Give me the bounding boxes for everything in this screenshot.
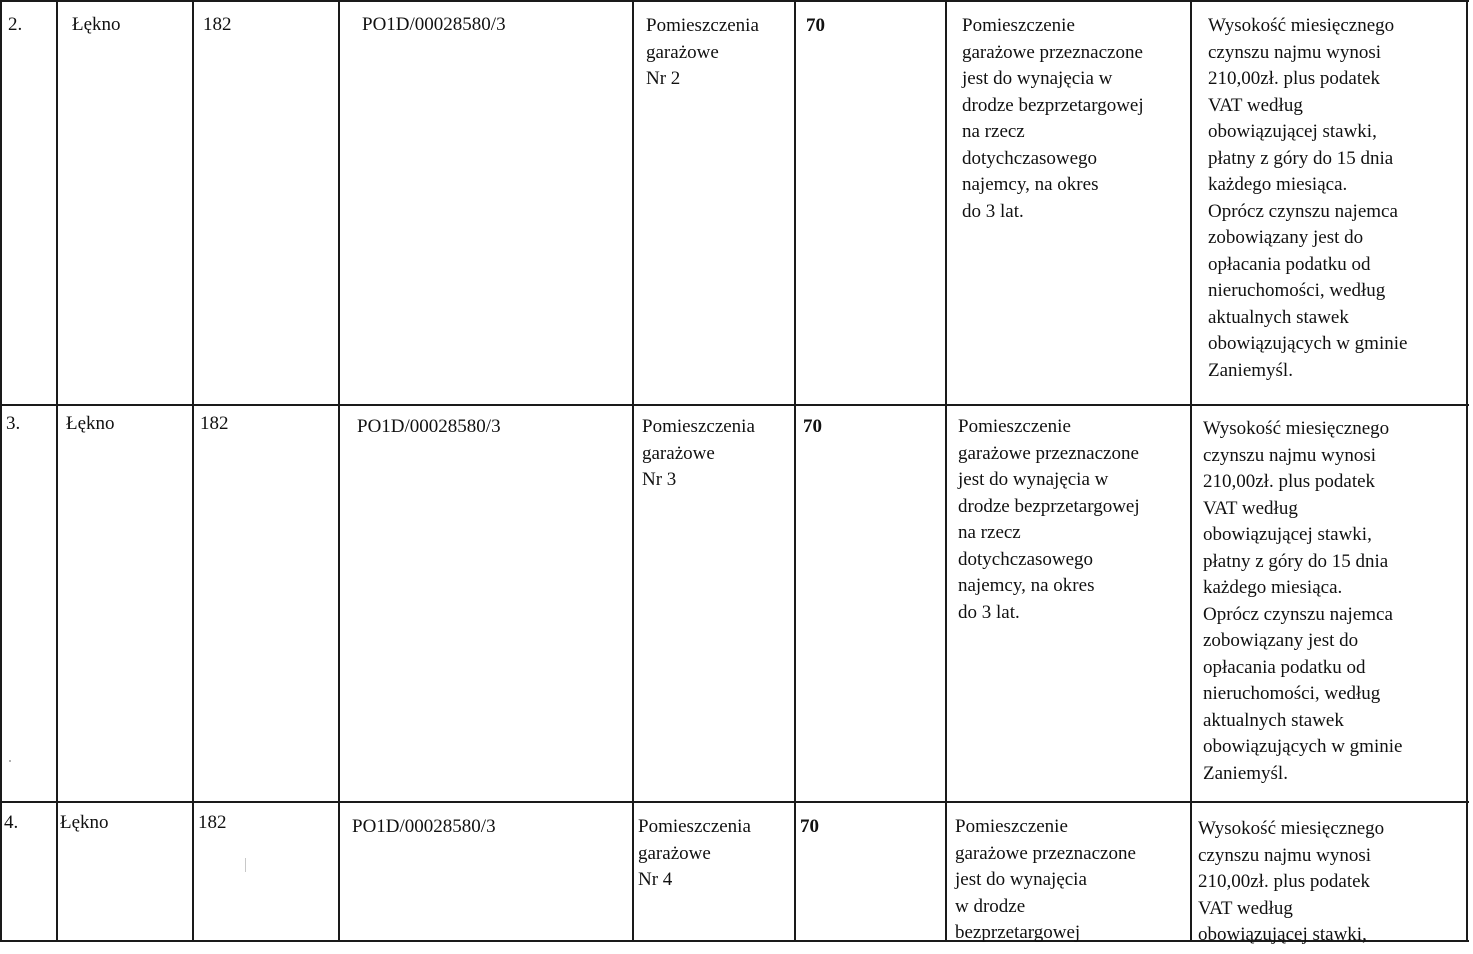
row-3-czynsz: Wysokość miesięcznego czynszu najmu wynosi 210,00zł. plus podatek VAT według obowiązującej stawki, płatny z góry do 15 dnia każdego miesiąca. Oprócz czynszu najemca zobowiązany jest do opłacania podatku od nieruchomości, według aktualnych stawek obowiązujących w gminie Zaniemyśl. — [1203, 418, 1403, 784]
row-4-ksiega: PO1D/00028580/3 — [352, 816, 496, 837]
row-3-dzialka: 182 — [200, 413, 229, 434]
row-2-ksiega: PO1D/00028580/3 — [362, 14, 506, 35]
scan-mark — [245, 858, 246, 872]
row-3-lp: 3. — [6, 413, 21, 434]
row-2-forma: Pomieszczenie garażowe przeznaczone jest do wynajęcia w drodze bezprzetargowej na rzecz dotychczasowego najemcy, na okres do 3 lat. — [962, 15, 1144, 222]
row-2-opis: Pomieszczenia garażowe Nr 2 — [646, 15, 759, 89]
row-3-powierzchnia: 70 — [803, 416, 822, 437]
row-border — [0, 404, 1469, 406]
row-border — [0, 0, 1469, 2]
row-4-forma: Pomieszczenie garażowe przeznaczone jest do wynajęcia w drodze bezprzetargowej — [955, 816, 1136, 943]
row-4-opis: Pomieszczenia garażowe Nr 4 — [638, 816, 751, 890]
row-2-miejscowosc: Łękno — [72, 14, 121, 35]
row-3-opis: Pomieszczenia garażowe Nr 3 — [642, 416, 755, 490]
scan-speck — [9, 760, 11, 762]
row-2-czynsz: Wysokość miesięcznego czynszu najmu wynosi 210,00zł. plus podatek VAT według obowiązującej stawki, płatny z góry do 15 dnia każdego miesiąca. Oprócz czynszu najemca zobowiązany jest do opłacania podatku od nieruchomości, według aktualnych stawek obowiązujących w gminie Zaniemyśl. — [1208, 15, 1408, 381]
row-4-miejscowosc: Łękno — [60, 812, 109, 833]
row-4-powierzchnia: 70 — [800, 816, 819, 837]
row-4-lp: 4. — [4, 812, 19, 833]
row-3-forma: Pomieszczenie garażowe przeznaczone jest do wynajęcia w drodze bezprzetargowej na rzecz dotychczasowego najemcy, na okres do 3 lat. — [958, 416, 1140, 623]
row-2-powierzchnia: 70 — [806, 15, 825, 36]
row-border — [0, 801, 1469, 803]
row-4-dzialka: 182 — [198, 812, 227, 833]
row-2-lp: 2. — [8, 14, 23, 35]
row-3-ksiega: PO1D/00028580/3 — [357, 416, 501, 437]
row-3-miejscowosc: Łękno — [66, 413, 115, 434]
row-2-dzialka: 182 — [203, 14, 232, 35]
row-4-czynsz: Wysokość miesięcznego czynszu najmu wynosi 210,00zł. plus podatek VAT według obowiązującej stawki, — [1198, 818, 1385, 945]
